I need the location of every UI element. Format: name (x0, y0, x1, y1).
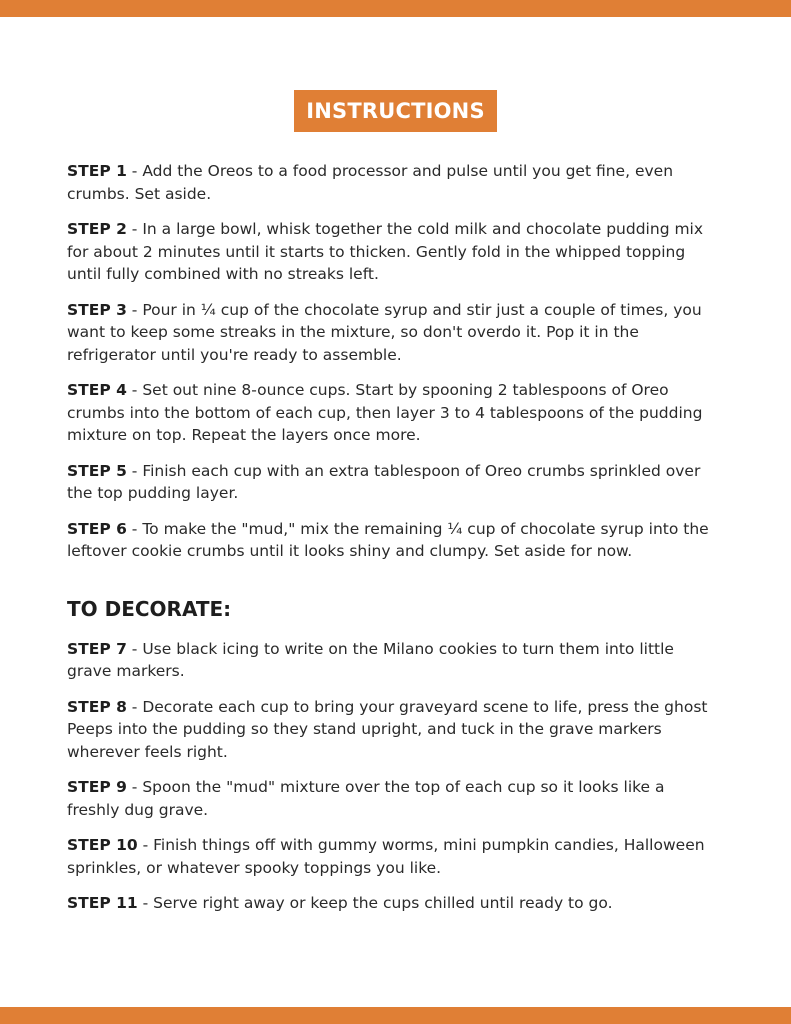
step-6 (67, 518, 717, 563)
step-label: STEP 7 (67, 639, 127, 658)
step-7 (67, 638, 717, 683)
step-text: - Finish things off with gummy worms, mini pumpkin candies, Halloween sprinkles, or whatever spooky toppings you like. (67, 836, 705, 877)
step-label: STEP 4 (67, 381, 127, 399)
step-5 (67, 460, 717, 505)
step-label: STEP 8 (67, 697, 127, 716)
instructions-content (67, 160, 717, 928)
step-label: STEP 1 (67, 162, 127, 180)
step-text: - To make the "mud," mix the remaining ¼ cup of chocolate syrup into the leftover cookie crumbs until it looks shiny and clumpy. Set aside for now. (67, 519, 709, 560)
step-3 (67, 299, 717, 367)
bottom-accent-bar (0, 1007, 791, 1024)
step-label: STEP 5 (67, 461, 127, 480)
step-label: STEP 2 (67, 220, 127, 238)
step-text: - Decorate each cup to bring your graveyard scene to life, press the ghost Peeps into the pudding so they stand upright, and tuck in the grave markers wherever feels right. (67, 697, 708, 761)
top-accent-bar (0, 0, 791, 17)
step-label: STEP 9 (67, 778, 127, 796)
step-text: - Use black icing to write on the Milano cookies to turn them into little grave markers. (67, 639, 674, 680)
step-11 (67, 892, 717, 915)
step-text: - Spoon the "mud" mixture over the top of each cup so it looks like a freshly dug grave. (67, 778, 665, 819)
step-8 (67, 696, 717, 764)
page-title: INSTRUCTIONS (294, 90, 497, 132)
step-text: - Pour in ¼ cup of the chocolate syrup and stir just a couple of times, you want to keep some streaks in the mixture, so don't overdo it. Pop it in the refrigerator until you're ready to assemble. (67, 300, 702, 364)
step-text: - In a large bowl, whisk together the cold milk and chocolate pudding mix for about 2 minutes until it starts to thicken. Gently fold in the whipped topping until fully combined with no streaks left. (67, 220, 704, 283)
title-wrapper (0, 90, 791, 132)
step-10 (67, 834, 717, 879)
step-label: STEP 3 (67, 300, 127, 319)
step-2 (67, 218, 717, 286)
step-text: - Add the Oreos to a food processor and pulse until you get fine, even crumbs. Set aside. (67, 162, 674, 203)
step-text: - Finish each cup with an extra tablespoon of Oreo crumbs sprinkled over the top pudding layer. (67, 461, 701, 502)
step-text: - Set out nine 8-ounce cups. Start by spooning 2 tablespoons of Oreo crumbs into the bottom of each cup, then layer 3 to 4 tablespoons of the pudding mixture on top. Repeat the layers once more. (67, 381, 703, 444)
step-label: STEP 10 (67, 836, 138, 854)
step-4 (67, 379, 717, 447)
step-9 (67, 776, 717, 821)
step-text: - Serve right away or keep the cups chilled until ready to go. (137, 894, 613, 912)
step-1 (67, 160, 717, 205)
step-label: STEP 6 (67, 519, 127, 538)
decorate-heading: TO DECORATE: (67, 596, 232, 621)
step-label: STEP 11 (67, 894, 138, 912)
